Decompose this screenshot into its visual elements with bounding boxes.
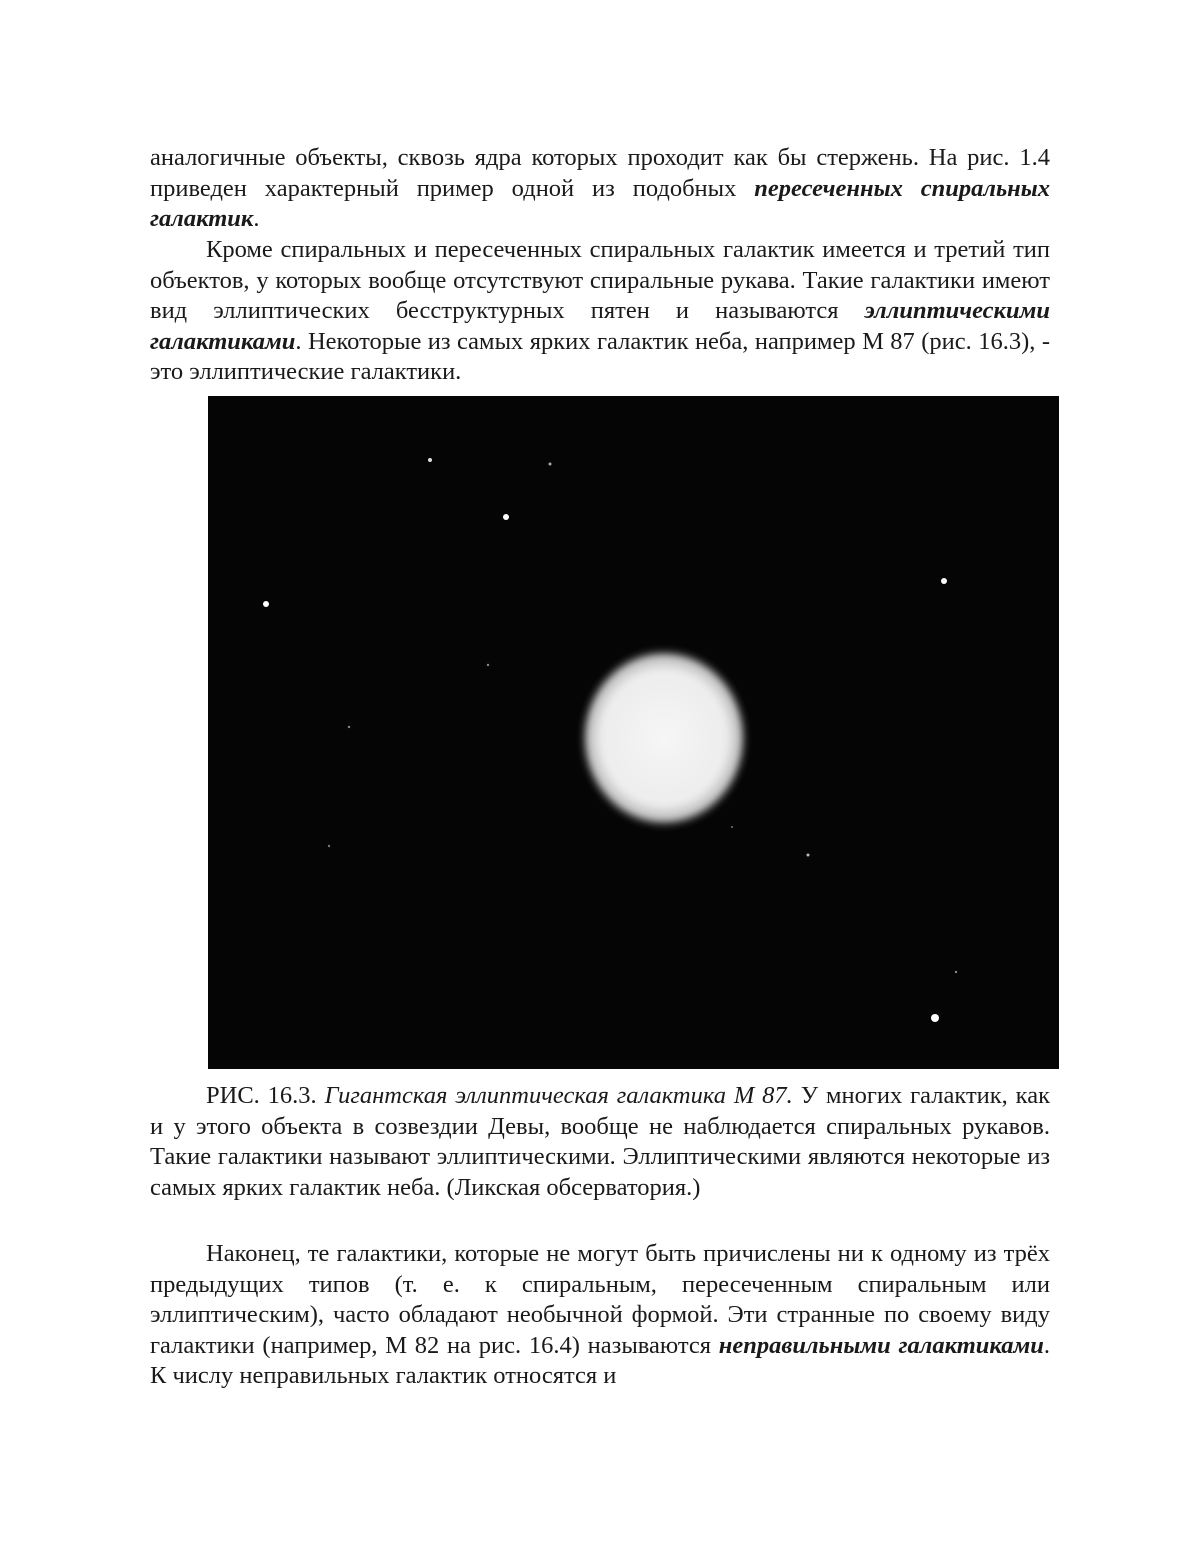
- paragraph-text: . К числу неправильных галактик относятся и: [150, 1331, 1050, 1389]
- star: [731, 826, 733, 828]
- star: [428, 458, 432, 462]
- star: [263, 601, 269, 607]
- elliptical-galaxy: [578, 646, 750, 830]
- term-irregular-galaxies: неправильными галактиками: [718, 1331, 1044, 1359]
- paragraph-text: .: [253, 205, 260, 232]
- star: [955, 971, 957, 973]
- term-elliptical-galaxies: эллиптическими галактиками: [150, 297, 1050, 355]
- star: [487, 664, 489, 666]
- figure-label: РИС. 16.3.: [206, 1082, 317, 1109]
- figure-description: У многих галактик, как и у этого объекта в созвездии Девы, вообще не наблюдается спиральных рукавов. Такие галактики называют эллиптическими. Эллиптическими являются некоторые из самых ярких галактик неба. (Ликская обсерватория.): [150, 1082, 1050, 1201]
- paragraph-text: аналогичные объекты, сквозь ядра которых проходит как бы стержень. На рис. 1.4 приведен характерный пример одной из подобных: [150, 144, 1050, 202]
- star: [503, 514, 509, 520]
- star: [348, 726, 350, 728]
- galaxy-photo-drawing: [208, 396, 1059, 1069]
- star: [941, 578, 947, 584]
- star: [807, 854, 810, 857]
- paragraph-text: Наконец, те галактики, которые не могут быть причислены ни к одному из трёх предыдущих типов (т. е. к спиральным, пересеченным спиральным или эллиптическим), часто обладают необычной формой. Эти странные по своему виду галактики (например, М 82 на рис. 16.4) называются: [150, 1240, 1050, 1359]
- figure-caption: [150, 1081, 1050, 1203]
- galaxy-m87-photo: [208, 396, 1059, 1069]
- paragraph-text: . Некоторые из самых ярких галактик неба, например М 87 (рис. 16.3), - это эллиптические галактики.: [150, 327, 1050, 385]
- term-barred-spiral-galaxies: пересеченных спиральных галактик: [150, 174, 1051, 232]
- paragraph-irregular-galaxies: [150, 1239, 1050, 1392]
- star: [549, 463, 552, 466]
- paragraph-elliptical-galaxies: [150, 235, 1050, 388]
- star: [931, 1014, 939, 1022]
- star: [328, 845, 330, 847]
- figure-title: Гигантская эллиптическая галактика М 87.: [324, 1082, 793, 1109]
- paragraph-barred-spirals: [150, 143, 1050, 235]
- paragraph-text: Кроме спиральных и пересеченных спиральных галактик имеется и третий тип объектов, у которых вообще отсутствуют спиральные рукава. Такие галактики имеют вид эллиптических бесструктурных пятен и называются: [150, 236, 1050, 324]
